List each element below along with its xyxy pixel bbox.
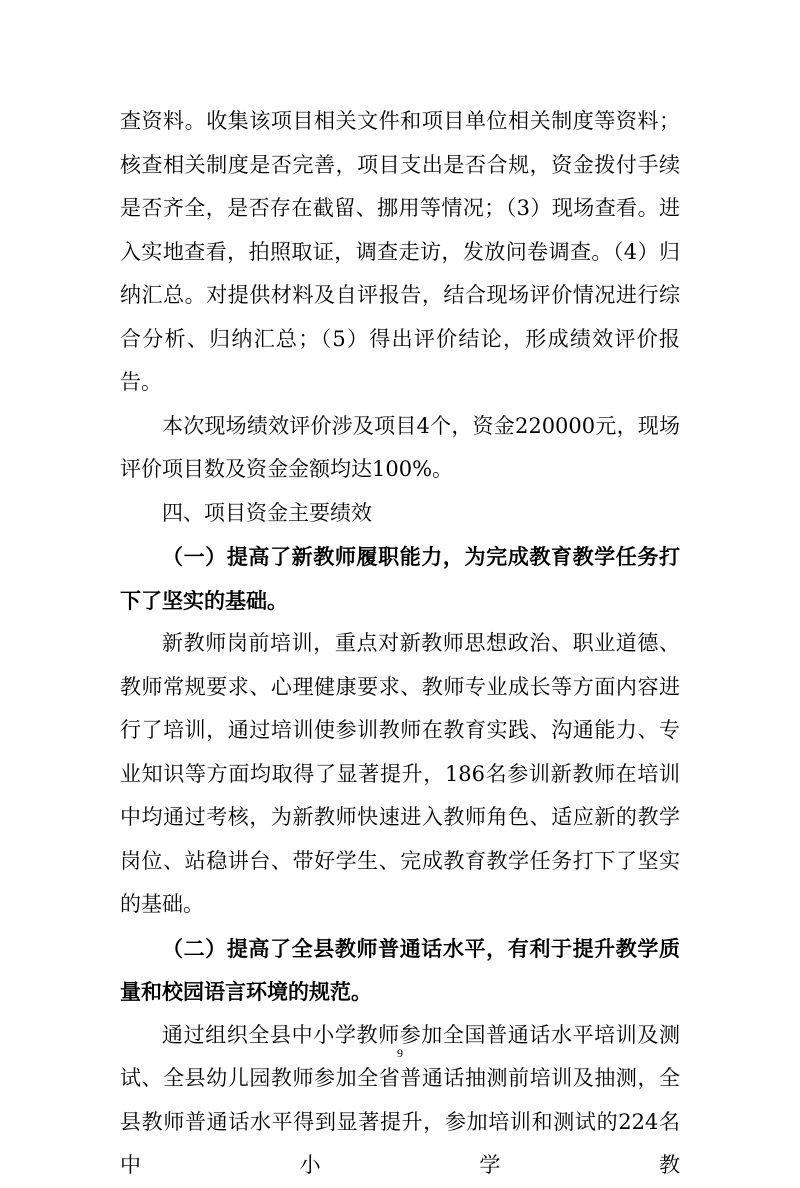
page-number: 9 [397,1046,403,1060]
paragraph-evaluation-steps: 查资料。收集该项目相关文件和项目单位相关制度等资料；核查相关制度是否完善，项目支出是否合规，资金拨付手续是否齐全，是否存在截留、挪用等情况；（3）现场查看。进入实地查看，拍照取证，调查走访，发放问卷调查。（4）归纳汇总。对提供材料及自评报告，结合现场评价情况进行综合分析、归纳汇总；（5）得出评价结论，形成绩效评价报告。 [120,109,680,394]
paragraph-mandarin-training: 通过组织全县中小学教师参加全国普通话水平培训及测试、全县幼儿园教师参加全省普通话抽测前培训及抽测，全县教师普通话水平得到显著提升，参加培训和测试的224名中小学教 [120,1022,680,1177]
document-page [120,100,680,1188]
paragraph-new-teacher-training: 新教师岗前培训，重点对新教师思想政治、职业道德、教师常规要求、心理健康要求、教师专业成长等方面内容进行了培训，通过培训使参训教师在教育实践、沟通能力、专业知识等方面均取得了显著提升，186名参训新教师在培训中均通过考核，为新教师快速进入教师角色、适应新的教学岗位、站稳讲台、带好学生、完成教育教学任务打下了坚实的基础。 [120,631,680,916]
subsection-heading-mandarin: （二）提高了全县教师普通话水平，有利于提升教学质量和校园语言环境的规范。 [120,935,680,1004]
subsection-heading-new-teacher: （一）提高了新教师履职能力，为完成教育教学任务打下了坚实的基础。 [120,544,680,613]
section-heading-performance: 四、项目资金主要绩效 [162,500,372,525]
paragraph-evaluation-scope: 本次现场绩效评价涉及项目4个，资金220000元，现场评价项目数及资金金额均达100%。 [120,413,680,481]
